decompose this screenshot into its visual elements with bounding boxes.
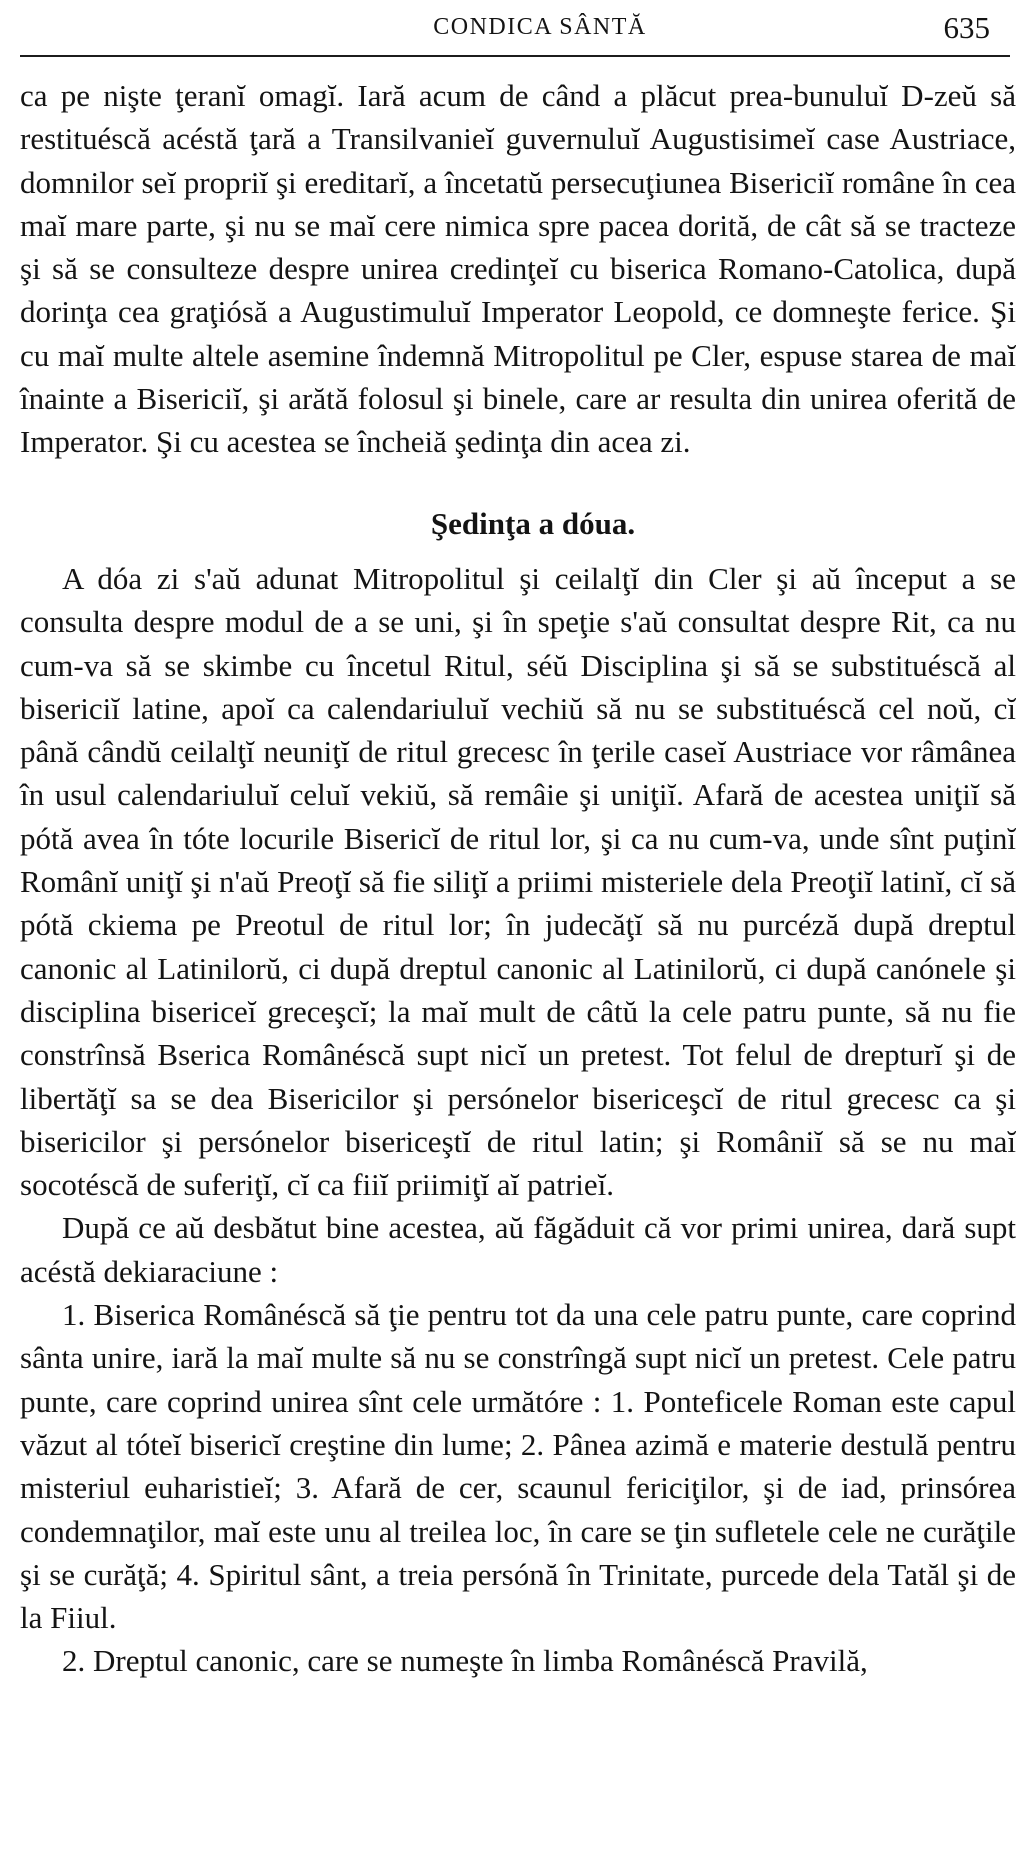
page-number: 635 — [943, 10, 990, 45]
running-head — [20, 6, 1020, 48]
paragraph-declaration: După ce aŭ desbătut bine acestea, aŭ făgăduit că vor primi unirea, dară supt acéstă dekiaraciune : — [20, 1210, 1016, 1289]
paragraph-session-two: A dóa zi s'aŭ adunat Mitropolitul şi ceilalţĭ din Cler şi aŭ început a se consulta despre modul de a se uni, şi în speţie s'aŭ consultat despre Rit, ca nu cum-va să se skimbe cu încetul Ritul, séŭ Disciplina şi să se substituéscă al bisericiĭ latine, apoĭ ca calendariuluĭ vechiŭ să nu se substituéscă cel noŭ, cĭ până cândŭ ceilalţĭ neuniţĭ de ritul grecesc în ţerile caseĭ Austriace vor râmânea în usul calendariuluĭ celuĭ vekiŭ, să remâie şi uniţiĭ. Afară de acestea uniţiĭ să pótă avea în tóte locurile Bisericĭ de ritul lor, şi ca nu cum-va, unde sînt puţinĭ Românĭ uniţĭ şi n'aŭ Preoţĭ să fie siliţĭ a priimi misteriele dela Preoţiĭ latinĭ, cĭ să pótă ckiema pe Preotul de ritul lor; în judecăţĭ să nu purcéză după dreptul canonic al Latinilorŭ, ci după dreptul canonic al Latinilorŭ, ci după canónele şi disciplina bisericeĭ greceşcĭ; la maĭ mult de câtŭ la cele patru punte, să nu fie constrînsă Bserica Românéscă supt nicĭ un pretest. Tot felul de drepturĭ şi de libertăţĭ sa se dea Bisericilor şi persónelor bisericeşcĭ de ritul grecesc ca şi bisericilor şi persónelor bisericeştĭ de ritul latin; şi Româniĭ să se nu maĭ socotéscă de suferiţĭ, cĭ ca fiiĭ priimiţĭ aĭ patrieĭ. — [20, 560, 1016, 1203]
book-page — [20, 0, 1020, 1854]
header-rule — [20, 55, 1010, 57]
section-heading: Şedinţa a dóua. — [430, 505, 636, 541]
numbered-item-2: 2. Dreptul canonic, care se numeşte în limba Românéscă Pravilă, — [62, 1643, 868, 1679]
paragraph-continued: ca pe nişte ţeranĭ omagĭ. Iară acum de când a plăcut prea-bunuluĭ D-zeŭ să restituéscă acéstă ţară a Transilvanieĭ guvernuluĭ Augustisimeĭ case Austriace, domnilor seĭ propriĭ şi ereditarĭ, a încetatŭ persecuţiunea Bisericiĭ române în cea maĭ mare parte, şi nu se maĭ cere nimica spre pacea dorită, de cât să se tracteze şi să se consulteze despre unirea credinţeĭ cu biserica Romano-Catolica, după dorinţa cea graţiósă a Augustimuluĭ Imperator Leopold, ce domneşte ferice. Şi cu maĭ multe altele asemine îndemnă Mitropolitul pe Cler, espuse starea de maĭ înainte a Bisericiĭ, şi arătă folosul şi binele, care ar resulta din unirea oferită de Imperator. Şi cu acestea se încheiă şedinţa din acea zi. — [20, 78, 1016, 460]
body-text — [20, 74, 1016, 1683]
running-title: CONDICA SÂNTĂ — [433, 14, 647, 40]
numbered-item-1: 1. Biserica Românéscă să ţie pentru tot da una cele patru punte, care coprind sânta unire, iară la maĭ multe să nu se constrîngă supt nicĭ un pretest. Cele patru punte, care coprind unirea sînt cele următóre : 1. Ponteficele Roman este capul văzut al tóteĭ bisericĭ creştine din lume; 2. Pânea azimă e materie destulă pentru misteriul euharistieĭ; 3. Afară de cer, scaunul fericiţilor, şi de iad, prinsórea condemnaţilor, maĭ este unu al treilea loc, în care se ţin sufletele cele ne curăţile şi se curăţă; 4. Spiritul sânt, a treia persónă în Trinitate, purcede dela Tatăl şi de la Fiiul. — [20, 1297, 1016, 1636]
